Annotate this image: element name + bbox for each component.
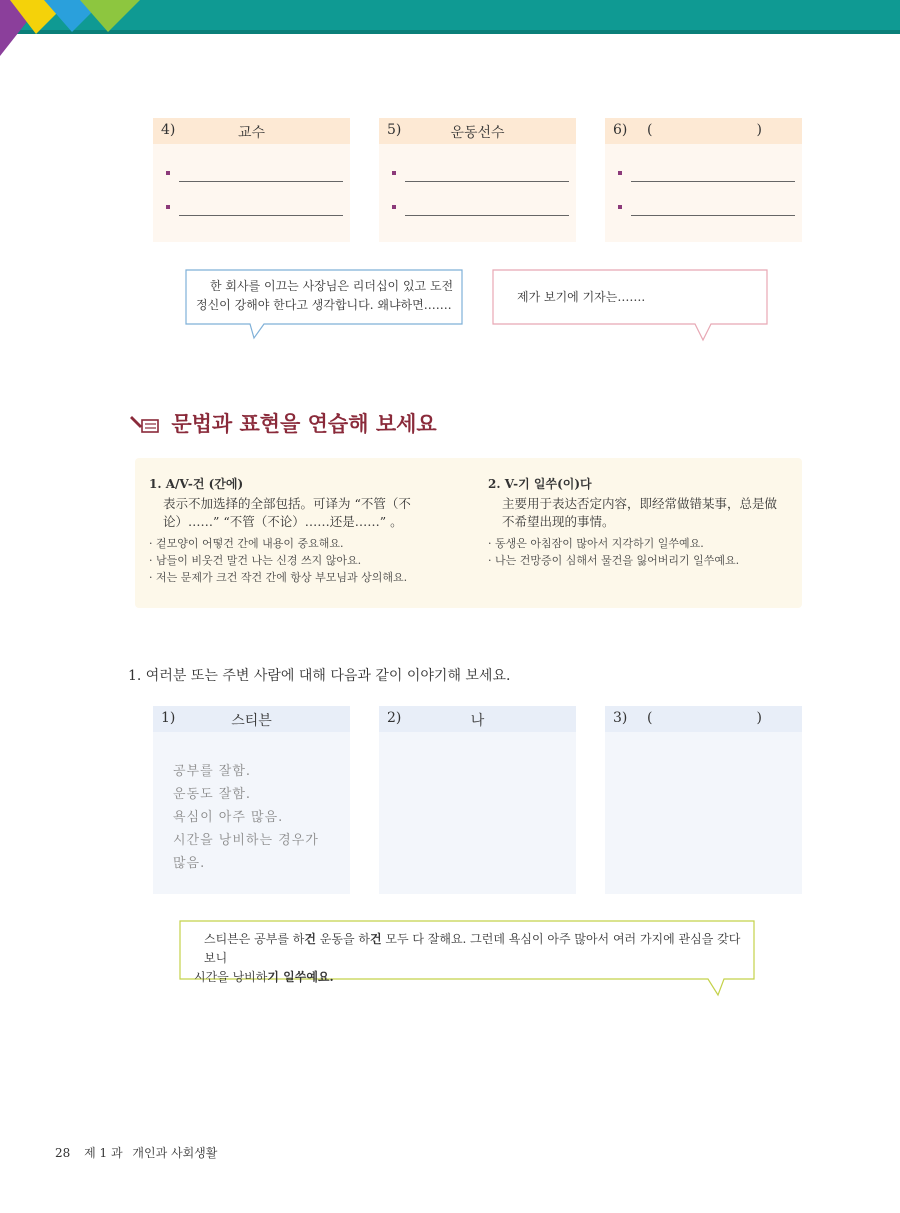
card-number: 6) xyxy=(613,122,628,138)
handwritten-line: 욕심이 아주 많음. xyxy=(173,810,284,825)
paren-close: ) xyxy=(756,710,762,726)
speech-bubble-left-text xyxy=(196,277,458,315)
example-line-1 xyxy=(194,930,754,968)
blank-line-2[interactable] xyxy=(615,202,795,216)
card-number: 2) xyxy=(387,710,402,726)
section-title: 문법과 표현을 연습해 보세요 xyxy=(171,412,437,436)
card-number: 1) xyxy=(161,710,176,726)
grammar-example: · 동생은 아침잠이 많아서 지각하기 일쑤예요. xyxy=(488,537,704,550)
card-body-writing-area[interactable] xyxy=(379,732,576,894)
card-number: 4) xyxy=(161,122,176,138)
pencil-notebook-icon xyxy=(130,412,160,434)
card-body xyxy=(379,144,576,242)
grammar-highlight: 기 일쑤예요. xyxy=(267,970,334,984)
person-card-steven xyxy=(153,706,350,894)
blank-line-2[interactable] xyxy=(163,202,343,216)
speech-bubble-right-text: 제가 보기에 기자는……. xyxy=(517,290,646,304)
card-body xyxy=(153,144,350,242)
grammar-explanation-line-1: 主要用于表达否定内容，即经常做错某事，总是做 xyxy=(502,496,778,511)
section-heading xyxy=(130,408,437,438)
example-text: 모두 다 잘해요. 그런데 욕심이 아주 많아서 여러 가지에 관심을 갖다 보니 xyxy=(204,932,741,965)
card-header xyxy=(605,118,802,144)
handwritten-line: 많음. xyxy=(173,856,206,871)
grammar-heading: 1. A/V-건 (간에) xyxy=(149,477,244,491)
page-number: 28 xyxy=(55,1146,71,1160)
grammar-highlight: 건 xyxy=(369,932,382,946)
card-header xyxy=(153,118,350,144)
card-number: 5) xyxy=(387,122,402,138)
handwritten-line: 시간을 낭비하는 경우가 xyxy=(173,833,319,848)
card-name: 스티븐 xyxy=(231,713,272,729)
page-footer xyxy=(55,1144,217,1161)
chapter-number: 제 1 과 xyxy=(84,1146,123,1160)
grammar-example: · 남들이 비웃건 말건 나는 신경 쓰지 않아요. xyxy=(149,554,362,567)
profession-card-athlete xyxy=(379,118,576,242)
grammar-heading: 2. V-기 일쑤(이)다 xyxy=(488,477,592,491)
grammar-explanation-line-2: 不希望出现的事情。 xyxy=(502,514,615,529)
card-header xyxy=(153,706,350,732)
handwritten-line: 공부를 잘함. xyxy=(173,764,252,779)
card-header xyxy=(379,706,576,732)
card-header xyxy=(605,706,802,732)
bubble-line-2: 정신이 강해야 한다고 생각합니다. 왜냐하면……. xyxy=(196,298,452,312)
blank-line-1[interactable] xyxy=(389,168,569,182)
example-text: 운동을 하 xyxy=(315,932,370,946)
grammar-item-1 xyxy=(149,476,449,586)
person-card-me xyxy=(379,706,576,894)
card-name: 나 xyxy=(470,713,485,729)
card-name: 운동선수 xyxy=(450,125,505,141)
example-text: 스티븐은 공부를 하 xyxy=(204,932,305,946)
blank-line-1[interactable] xyxy=(163,168,343,182)
grammar-example: · 겉모양이 어떻건 간에 내용이 중요해요. xyxy=(149,537,344,550)
blank-line-1[interactable] xyxy=(615,168,795,182)
card-body-writing-area[interactable] xyxy=(605,732,802,894)
chapter-title: 개인과 사회생활 xyxy=(132,1146,218,1160)
example-text: 시간을 낭비하 xyxy=(194,970,268,984)
grammar-item-2 xyxy=(488,476,793,569)
blank-line-2[interactable] xyxy=(389,202,569,216)
card-body xyxy=(605,144,802,242)
card-body xyxy=(153,732,350,894)
example-line-2 xyxy=(194,968,754,987)
grammar-example: · 나는 건망증이 심해서 물건을 잃어버리기 일쑤예요. xyxy=(488,554,740,567)
paren-open: ( xyxy=(647,710,653,726)
grammar-highlight: 건 xyxy=(304,932,316,946)
card-number: 3) xyxy=(613,710,628,726)
grammar-box xyxy=(135,458,802,608)
handwritten-notes xyxy=(173,760,319,875)
corner-decoration-icon xyxy=(0,0,140,56)
grammar-explanation-line-2: 论）……” “不管（不论）……还是……” 。 xyxy=(163,514,403,529)
profession-card-professor xyxy=(153,118,350,242)
paren-close: ) xyxy=(756,122,762,138)
person-card-custom xyxy=(605,706,802,894)
example-sentence xyxy=(194,930,754,987)
paren-open: ( xyxy=(647,122,653,138)
profession-card-custom xyxy=(605,118,802,242)
handwritten-line: 운동도 잘함. xyxy=(173,787,252,802)
exercise-question: 1. 여러분 또는 주변 사람에 대해 다음과 같이 이야기해 보세요. xyxy=(128,668,511,684)
card-header xyxy=(379,118,576,144)
bubble-line-1: 한 회사를 이끄는 사장님은 리더십이 있고 도전 xyxy=(210,279,454,293)
grammar-explanation-line-1: 表示不加选择的全部包括。可译为 “不管（不 xyxy=(163,496,411,511)
grammar-example: · 저는 문제가 크건 작건 간에 항상 부모님과 상의해요. xyxy=(149,571,408,584)
card-name: 교수 xyxy=(237,125,266,141)
